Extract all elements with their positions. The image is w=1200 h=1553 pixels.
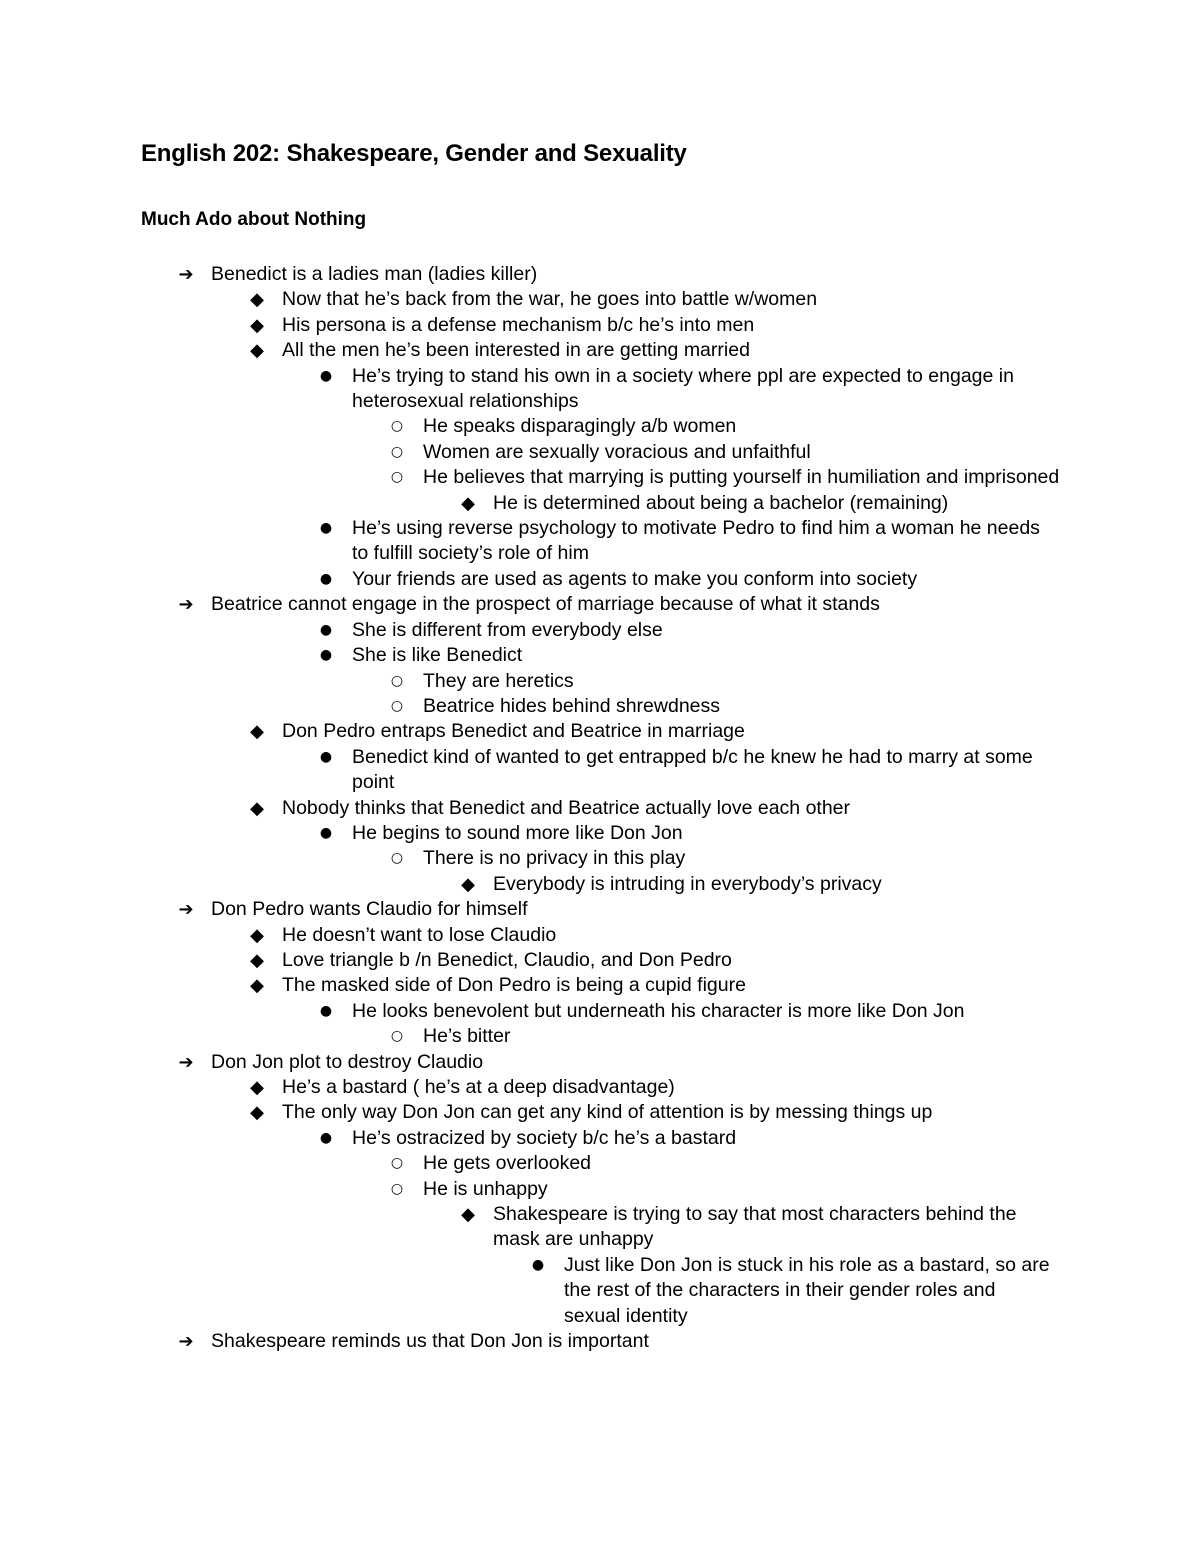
outline-item-text: Your friends are used as agents to make you conform into society — [352, 567, 918, 590]
outline-item-level-4 — [0, 440, 1063, 465]
filled-circle-bullet-icon: ● — [319, 367, 333, 384]
outline-item-level-2 — [0, 313, 1072, 338]
outline-item-level-5 — [0, 1202, 1061, 1253]
outline-item-text: He is determined about being a bachelor (remaining) — [493, 491, 949, 514]
outline-item-text: Don Pedro entraps Benedict and Beatrice in marriage — [282, 720, 745, 743]
hollow-circle-bullet-icon: ○ — [390, 672, 404, 689]
arrow-bullet-icon: ➔ — [178, 264, 194, 285]
outline-item-level-2 — [0, 338, 1072, 363]
outline-item-level-4 — [0, 1151, 1063, 1176]
diamond-bullet-icon: ◆ — [250, 340, 264, 362]
arrow-bullet-icon: ➔ — [178, 594, 194, 616]
outline-item-level-5 — [0, 872, 1061, 897]
outline-item-level-4 — [0, 465, 1063, 490]
outline-item-text: He’s using reverse psychology to motivate Pedro to find him a woman he needs to fulfill society’s role of him — [352, 517, 1040, 565]
outline-item-text: He’s a bastard ( he’s at a deep disadvantage) — [282, 1076, 675, 1098]
outline-item-text: The masked side of Don Pedro is being a cupid figure — [282, 974, 746, 997]
diamond-bullet-icon: ◆ — [461, 1204, 475, 1226]
outline-item-text: He begins to sound more like Don Jon — [352, 821, 683, 844]
outline-item-text: Nobody thinks that Benedict and Beatrice actually love each other — [282, 796, 851, 819]
outline-item-text: He’s ostracized by society b/c he’s a bastard — [352, 1126, 737, 1149]
filled-circle-bullet-icon: ● — [319, 1129, 333, 1146]
section-heading: Much Ado about Nothing — [141, 209, 367, 230]
outline-item-text: Don Pedro wants Claudio for himself — [211, 898, 528, 921]
filled-circle-bullet-icon: ● — [319, 824, 333, 841]
outline-item-level-3 — [0, 643, 1058, 668]
outline-item-text: She is different from everybody else — [352, 618, 663, 641]
outline-item-level-3 — [0, 516, 1058, 567]
outline-item-level-3 — [0, 618, 1058, 643]
outline-item-text: He doesn’t want to lose Claudio — [282, 923, 557, 946]
outline-item-level-2 — [0, 948, 1072, 973]
diamond-bullet-icon: ◆ — [250, 1102, 264, 1124]
diamond-bullet-icon: ◆ — [250, 975, 264, 997]
outline-item-text: He’s trying to stand his own in a society where ppl are expected to engage in heterosexual relationships — [352, 364, 1014, 413]
hollow-circle-bullet-icon: ○ — [390, 418, 404, 435]
outline-item-level-4 — [0, 669, 1063, 694]
outline-item-level-1 — [0, 262, 1071, 287]
diamond-bullet-icon: ◆ — [250, 1077, 264, 1098]
diamond-bullet-icon: ◆ — [250, 721, 264, 743]
filled-circle-bullet-icon: ● — [319, 748, 333, 765]
outline-item-level-3 — [0, 999, 1058, 1024]
diamond-bullet-icon: ◆ — [250, 949, 264, 971]
outline-item-text: Shakespeare reminds us that Don Jon is important — [211, 1330, 649, 1353]
outline-item-level-6 — [0, 1253, 1052, 1329]
diamond-bullet-icon: ◆ — [250, 797, 264, 819]
outline-item-level-2 — [0, 923, 1072, 948]
filled-circle-bullet-icon: ● — [319, 647, 333, 664]
hollow-circle-bullet-icon: ○ — [390, 443, 404, 460]
filled-circle-bullet-icon: ● — [319, 520, 333, 537]
outline-item-text: The only way Don Jon can get any kind of attention is by messing things up — [282, 1101, 933, 1124]
outline-item-text: He looks benevolent but underneath his character is more like Don Jon — [352, 999, 965, 1022]
outline-item-text: Shakespeare is trying to say that most characters behind the mask are unhappy — [493, 1203, 1017, 1251]
outline-item-text: Beatrice cannot engage in the prospect of marriage because of what it stands — [211, 593, 880, 616]
outline-item-level-1 — [0, 1329, 1071, 1354]
notes-outline — [0, 262, 1200, 1354]
hollow-circle-bullet-icon: ○ — [390, 1155, 404, 1172]
outline-item-level-3 — [0, 567, 1058, 592]
hollow-circle-bullet-icon: ○ — [390, 1180, 404, 1197]
outline-item-text: Now that he’s back from the war, he goes into battle w/women — [282, 288, 818, 311]
outline-item-text: He speaks disparagingly a/b women — [423, 415, 737, 438]
outline-item-text: All the men he’s been interested in are getting married — [282, 339, 750, 362]
filled-circle-bullet-icon: ● — [319, 621, 333, 638]
hollow-circle-bullet-icon: ○ — [390, 697, 404, 714]
outline-item-text: Just like Don Jon is stuck in his role as a bastard, so are the rest of the characters in their gender roles and sexual identity — [564, 1253, 1050, 1327]
outline-item-text: Beatrice hides behind shrewdness — [423, 694, 721, 717]
outline-item-level-3 — [0, 745, 1058, 796]
outline-item-level-2 — [0, 1075, 1072, 1100]
diamond-bullet-icon: ◆ — [250, 314, 264, 336]
hollow-circle-bullet-icon: ○ — [390, 1028, 404, 1045]
outline-item-text: Women are sexually voracious and unfaithful — [423, 440, 811, 463]
outline-item-level-1 — [0, 592, 1071, 617]
diamond-bullet-icon: ◆ — [250, 924, 264, 946]
outline-item-level-4 — [0, 414, 1063, 439]
outline-item-level-2 — [0, 287, 1072, 312]
outline-item-text: Benedict kind of wanted to get entrapped b/c he knew he had to marry at some point — [352, 745, 1033, 794]
outline-item-text: His persona is a defense mechanism b/c he’s into men — [282, 313, 755, 336]
hollow-circle-bullet-icon: ○ — [390, 850, 404, 867]
outline-item-level-3 — [0, 1126, 1058, 1151]
outline-item-level-4 — [0, 1024, 1063, 1049]
outline-item-level-2 — [0, 1100, 1072, 1125]
outline-item-level-1 — [0, 897, 1071, 922]
outline-item-level-2 — [0, 719, 1072, 744]
document-title: English 202: Shakespeare, Gender and Sexuality — [141, 140, 687, 167]
outline-item-text: She is like Benedict — [352, 644, 523, 667]
outline-item-text: Everybody is intruding in everybody’s privacy — [493, 872, 882, 895]
outline-item-text: Don Jon plot to destroy Claudio — [211, 1050, 484, 1073]
outline-item-text: There is no privacy in this play — [423, 847, 686, 870]
outline-item-level-2 — [0, 973, 1072, 998]
outline-item-level-3 — [0, 821, 1058, 846]
filled-circle-bullet-icon: ● — [531, 1256, 545, 1273]
outline-item-text: He gets overlooked — [423, 1152, 592, 1175]
filled-circle-bullet-icon: ● — [319, 1002, 333, 1019]
filled-circle-bullet-icon: ● — [319, 570, 333, 587]
outline-item-level-4 — [0, 846, 1063, 871]
outline-item-text: They are heretics — [423, 669, 574, 692]
outline-item-level-2 — [0, 796, 1072, 821]
diamond-bullet-icon: ◆ — [250, 289, 264, 311]
outline-item-text: Benedict is a ladies man (ladies killer) — [211, 263, 538, 285]
outline-item-text: He believes that marrying is putting yourself in humiliation and imprisoned — [423, 466, 1060, 489]
outline-item-level-1 — [0, 1050, 1071, 1075]
arrow-bullet-icon: ➔ — [178, 1051, 194, 1073]
outline-item-level-4 — [0, 694, 1063, 719]
outline-item-level-4 — [0, 1177, 1063, 1202]
hollow-circle-bullet-icon: ○ — [390, 469, 404, 486]
outline-item-text: He’s bitter — [423, 1025, 511, 1048]
outline-item-level-3 — [0, 364, 1058, 415]
outline-item-text: Love triangle b /n Benedict, Claudio, and Don Pedro — [282, 948, 732, 971]
diamond-bullet-icon: ◆ — [461, 492, 475, 514]
outline-item-level-5 — [0, 491, 1061, 516]
arrow-bullet-icon: ➔ — [178, 899, 194, 921]
outline-item-text: He is unhappy — [423, 1177, 548, 1200]
diamond-bullet-icon: ◆ — [461, 873, 475, 895]
arrow-bullet-icon: ➔ — [178, 1331, 194, 1353]
